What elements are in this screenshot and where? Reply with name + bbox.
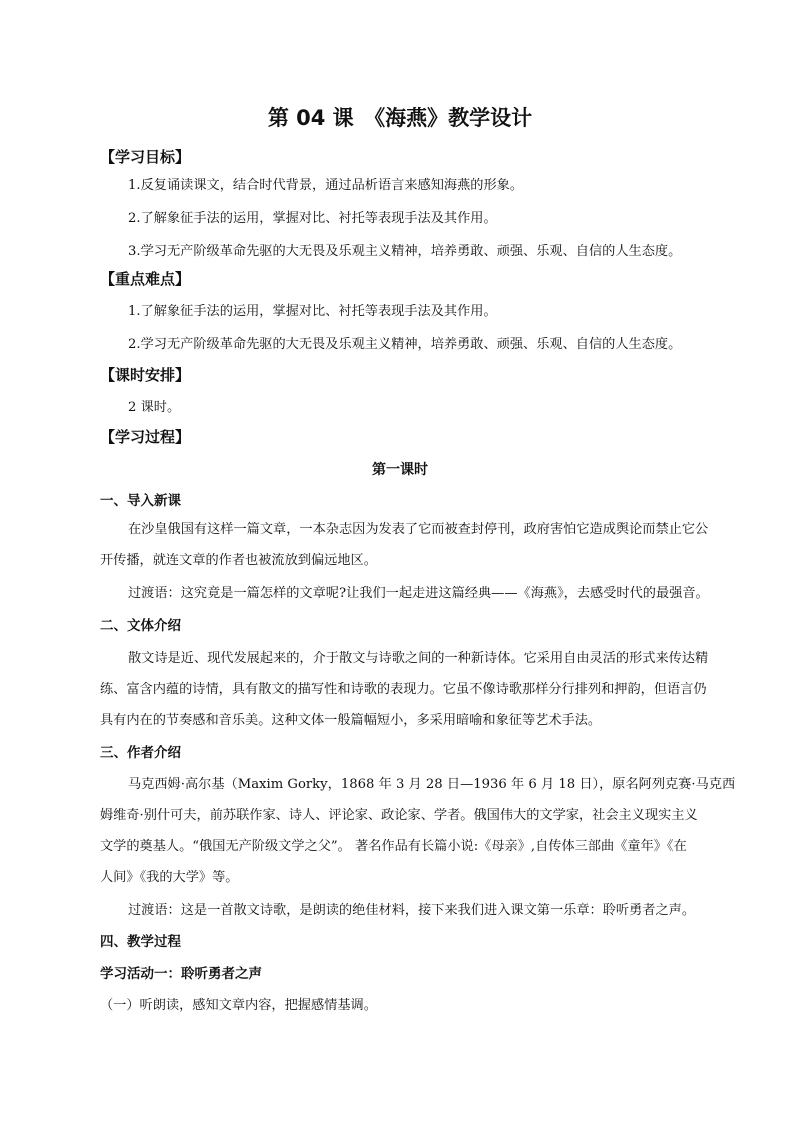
part3-heading: 三、作者介绍 (100, 745, 181, 761)
process-heading: 【学习过程】 (100, 428, 191, 446)
activity-title: 学习活动一：聆听勇者之声 (100, 966, 262, 982)
key-points-heading: 【重点难点】 (100, 270, 191, 288)
goals-heading: 【学习目标】 (100, 148, 191, 166)
schedule-text: 2 课时。 (128, 400, 181, 415)
part3-line-4: 人间》《我的大学》等。 (100, 870, 239, 885)
part3-line-1: 马克西姆·高尔基（Maxim Gorky，1868 年 3 月 28 日—1936 年 6 月 18 日），原名阿列克赛·马克西 (128, 777, 736, 792)
key-point-item-1: 1.了解象征手法的运用，掌握对比、衬托等表现手法及其作用。 (128, 304, 497, 319)
page-title: 第 04 课 《海燕》教学设计 (267, 106, 533, 130)
part1-line-1: 在沙皇俄国有这样一篇文章，一本杂志因为发表了它而被查封停刊，政府害怕它造成舆论而禁止它公 (128, 522, 709, 537)
schedule-heading: 【课时安排】 (100, 366, 191, 384)
part4-heading: 四、教学过程 (100, 934, 181, 950)
goal-item-3: 3.学习无产阶级革命先驱的大无畏及乐观主义精神，培养勇敢、顽强、乐观、自信的人生态度。 (128, 244, 682, 259)
activity-line: （一）听朗读，感知文章内容，把握感情基调。 (100, 998, 377, 1013)
part3-line-2: 姆维奇·别什可夫，前苏联作家、诗人、评论家、政论家、学者。俄国伟大的文学家，社会主义现实主义 (100, 808, 698, 823)
part1-line-2: 开传播，就连文章的作者也被流放到偏远地区。 (100, 553, 377, 568)
part2-line-1: 散文诗是近、现代发展起来的，介于散文与诗歌之间的一种新诗体。它采用自由灵活的形式来传达精 (128, 651, 709, 666)
part2-heading: 二、文体介绍 (100, 618, 181, 634)
part2-line-3: 具有内在的节奏感和音乐美。这种文体一般篇幅短小，多采用暗喻和象征等艺术手法。 (100, 713, 602, 728)
part3-line-5: 过渡语：这是一首散文诗歌，是朗读的绝佳材料，接下来我们进入课文第一乐章：聆听勇者之声。 (128, 903, 696, 918)
part1-line-3: 过渡语：这究竟是一篇怎样的文章呢?让我们一起走进这篇经典——《海燕》，去感受时代的最强音。 (128, 586, 709, 601)
part2-line-2: 练、富含内蕴的诗情，具有散文的描写性和诗歌的表现力。它虽不像诗歌那样分行排列和押韵，但语言仍 (100, 682, 707, 697)
goal-item-1: 1.反复诵读课文，结合时代背景，通过品析语言来感知海燕的形象。 (128, 178, 524, 193)
part1-heading: 一、导入新课 (100, 493, 181, 509)
key-point-item-2: 2.学习无产阶级革命先驱的大无畏及乐观主义精神，培养勇敢、顽强、乐观、自信的人生态度。 (128, 337, 682, 352)
lesson-title: 第一课时 (372, 462, 428, 478)
goal-item-2: 2.了解象征手法的运用，掌握对比、衬托等表现手法及其作用。 (128, 211, 497, 226)
part3-line-3: 文学的奠基人。“俄国无产阶级文学之父”。 著名作品有长篇小说:《母亲》,自传体三部曲《童年》《在 (100, 839, 687, 854)
